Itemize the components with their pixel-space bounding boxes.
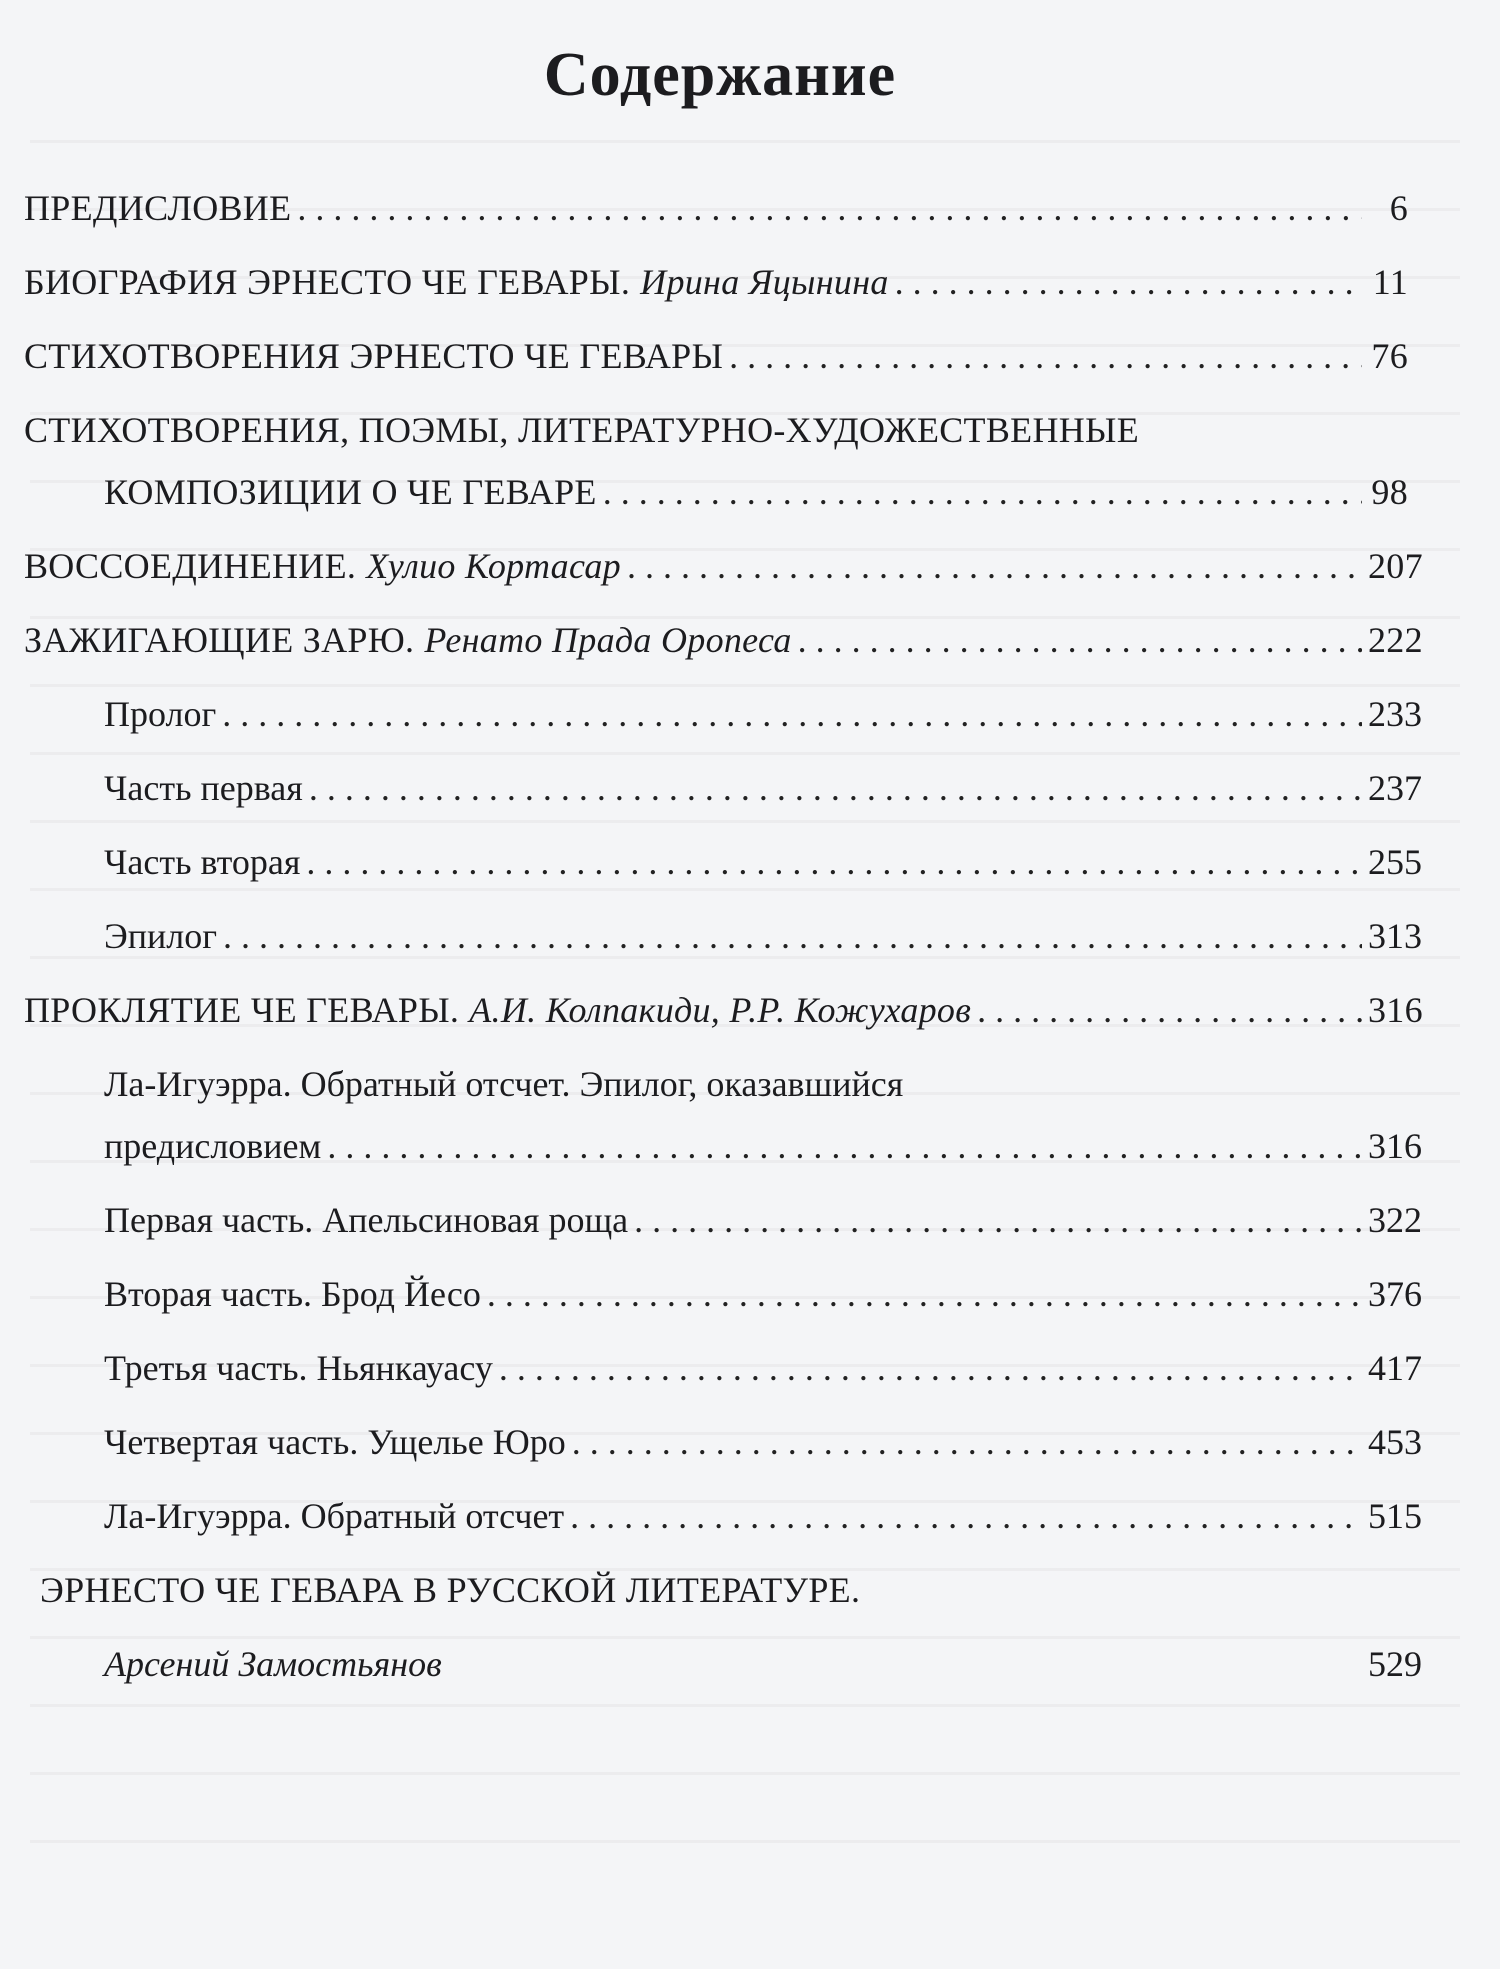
toc-entry-label: КОМПОЗИЦИИ О ЧЕ ГЕВАРЕ xyxy=(104,472,597,512)
dot-leader xyxy=(223,914,1362,958)
dot-leader xyxy=(327,1124,1362,1168)
toc-entry-author: А.И. Колпакиди, Р.Р. Кожухаров xyxy=(469,990,972,1030)
dot-leader xyxy=(487,1272,1362,1316)
toc-entry[interactable] xyxy=(24,988,1423,1032)
toc-entry-author: Ирина Яцынина xyxy=(640,262,889,302)
dot-leader xyxy=(895,260,1362,304)
toc-entry-label: Ла-Игуэрра. Обратный отсчет xyxy=(104,1496,565,1536)
toc-page-number: 98 xyxy=(1371,472,1408,512)
toc-entry[interactable] xyxy=(24,186,1408,230)
dot-leader xyxy=(499,1346,1362,1390)
dot-leader xyxy=(222,692,1362,736)
toc-entry-author: Хулио Кортасар xyxy=(366,546,621,586)
toc-entry-label: ЗАЖИГАЮЩИЕ ЗАРЮ. xyxy=(24,620,415,660)
toc-entry-label: Часть первая xyxy=(104,768,303,808)
toc-page-number: 11 xyxy=(1372,262,1408,302)
toc-entry-label: Третья часть. Ньянкауасу xyxy=(104,1348,493,1388)
toc-entry-label: Первая часть. Апельсиновая роща xyxy=(104,1200,629,1240)
toc-page-number: 255 xyxy=(1368,842,1422,882)
toc-entry[interactable] xyxy=(104,766,1422,810)
toc-entry[interactable] xyxy=(104,1494,1422,1538)
toc-entry[interactable] xyxy=(104,1346,1422,1390)
page-title: Содержание xyxy=(543,41,897,109)
toc-page-number: 313 xyxy=(1368,916,1422,956)
toc-entry-label: предисловием xyxy=(104,1126,322,1166)
toc-entry-label: СТИХОТВОРЕНИЯ ЭРНЕСТО ЧЕ ГЕВАРЫ xyxy=(24,336,724,376)
dot-leader xyxy=(977,988,1362,1032)
toc-page-number: 207 xyxy=(1368,546,1423,586)
dot-leader xyxy=(309,766,1362,810)
toc-entry[interactable] xyxy=(104,470,1408,514)
toc-entry[interactable] xyxy=(104,1124,1422,1168)
toc-entry[interactable] xyxy=(24,618,1423,662)
dot-leader xyxy=(570,1494,1362,1538)
toc-page-number: 376 xyxy=(1368,1274,1422,1314)
dot-leader xyxy=(729,334,1362,378)
toc-page-number: 76 xyxy=(1371,336,1408,376)
dot-leader xyxy=(297,186,1362,230)
toc-entry-label: ВОССОЕДИНЕНИЕ. xyxy=(24,546,357,586)
toc-entry[interactable] xyxy=(24,334,1408,378)
toc-entry-label: ПРЕДИСЛОВИЕ xyxy=(24,188,292,228)
toc-entry[interactable] xyxy=(24,544,1423,588)
toc-entry[interactable] xyxy=(104,1420,1422,1464)
toc-page-number: 515 xyxy=(1368,1496,1422,1536)
toc-entry-label: Четвертая часть. Ущелье Юро xyxy=(104,1422,566,1462)
toc-page-number: 529 xyxy=(1368,1644,1422,1684)
dot-leader xyxy=(798,618,1362,662)
toc-entry-first-line[interactable]: СТИХОТВОРЕНИЯ, ПОЭМЫ, ЛИТЕРАТУРНО-ХУДОЖЕСТВЕННЫЕ xyxy=(24,410,1140,450)
toc-page-number: 316 xyxy=(1368,990,1423,1030)
dot-leader xyxy=(603,470,1362,514)
toc-page-number: 237 xyxy=(1368,768,1422,808)
toc-entry-first-line[interactable]: Ла-Игуэрра. Обратный отсчет. Эпилог, оказавшийся xyxy=(104,1064,904,1104)
toc-entry[interactable] xyxy=(104,1272,1422,1316)
toc-entry[interactable] xyxy=(24,260,1408,304)
toc-page-number: 6 xyxy=(1389,188,1408,228)
toc-entry-label: Часть вторая xyxy=(104,842,301,882)
toc-entry-label: Вторая часть. Брод Йесо xyxy=(104,1274,481,1314)
toc-page-number: 453 xyxy=(1368,1422,1422,1462)
toc-page-number: 322 xyxy=(1368,1200,1422,1240)
toc-entry-label: Эпилог xyxy=(104,916,218,956)
toc-page-number: 233 xyxy=(1368,694,1422,734)
toc-entry-first-line[interactable]: ЭРНЕСТО ЧЕ ГЕВАРА В РУССКОЙ ЛИТЕРАТУРЕ. xyxy=(40,1570,861,1610)
toc-entry[interactable] xyxy=(104,1642,1422,1686)
toc-entry-author: Арсений Замостьянов xyxy=(104,1644,442,1684)
toc-entry-label: Пролог xyxy=(104,694,217,734)
toc-entry[interactable] xyxy=(104,840,1422,884)
toc-page-number: 316 xyxy=(1368,1126,1422,1166)
toc-entry-author: Ренато Прада Оропеса xyxy=(424,620,792,660)
dot-leader xyxy=(572,1420,1362,1464)
dot-leader xyxy=(627,544,1362,588)
toc-entry[interactable] xyxy=(104,692,1422,736)
toc-entry[interactable] xyxy=(104,914,1422,958)
toc-entry[interactable] xyxy=(104,1198,1422,1242)
dot-leader xyxy=(306,840,1362,884)
dot-leader xyxy=(634,1198,1362,1242)
toc-entry-label: ПРОКЛЯТИЕ ЧЕ ГЕВАРЫ. xyxy=(24,990,460,1030)
toc-entry-label: БИОГРАФИЯ ЭРНЕСТО ЧЕ ГЕВАРЫ. xyxy=(24,262,631,302)
toc-page-number: 222 xyxy=(1368,620,1423,660)
toc-page-number: 417 xyxy=(1368,1348,1422,1388)
